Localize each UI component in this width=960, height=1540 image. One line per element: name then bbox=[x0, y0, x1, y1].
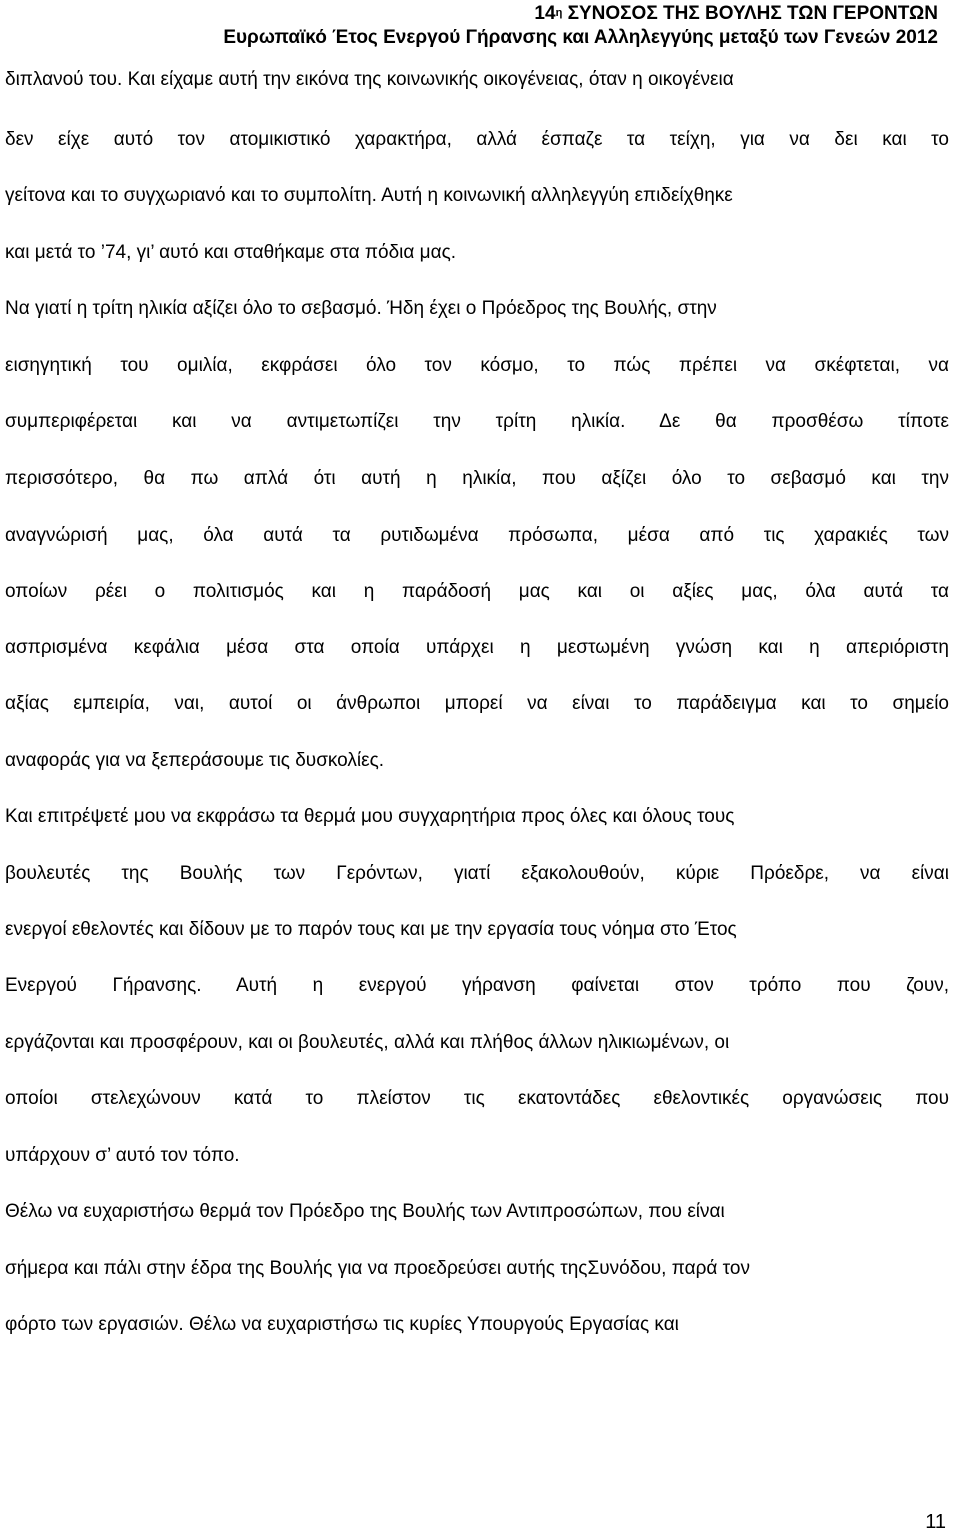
body-line: διπλανού του. Και είχαμε αυτή την εικόνα της κοινωνικής οικογένειας, όταν η οικογένεια bbox=[5, 69, 734, 90]
body-line: και μετά το ’74, γι’ αυτό και σταθήκαμε στα πόδια μας. bbox=[5, 242, 457, 263]
body-line: οποίων ρέει ο πολιτισμός και η παράδοσή μας και οι αξίες μας, όλα αυτά τα bbox=[5, 581, 949, 602]
header-title-number: 14 bbox=[534, 3, 556, 24]
body-line: Θέλω να ευχαριστήσω θερμά τον Πρόεδρο της Βουλής των Αντιπροσώπων, που είναι bbox=[5, 1201, 725, 1222]
header-title-rest: ΣΥΝΟΣΟΣ ΤΗΣ ΒΟΥΛΗΣ ΤΩΝ ΓΕΡΟΝΤΩΝ bbox=[562, 3, 938, 24]
body-line: γείτονα και το συγχωριανό και το συμπολίτη. Αυτή η κοινωνική αλληλεγγύη επιδείχθηκε bbox=[5, 185, 733, 206]
body-line: ενεργοί εθελοντές και δίδουν με το παρόν τους και με την εργασία τους νόημα στο Έτος bbox=[5, 919, 737, 940]
body-line: Ενεργού Γήρανσης. Αυτή η ενεργού γήρανση φαίνεται στον τρόπο που ζουν, bbox=[5, 975, 949, 996]
body-line: δεν είχε αυτό τον ατομικιστικό χαρακτήρα, αλλά έσπαζε τα τείχη, για να δει και το bbox=[5, 129, 949, 150]
body-line: οποίοι στελεχώνουν κατά το πλείστον τις εκατοντάδες εθελοντικές οργανώσεις που bbox=[5, 1088, 949, 1109]
body-line: εισηγητική του ομιλία, εκφράσει όλο τον κόσμο, το πώς πρέπει να σκέφτεται, να bbox=[5, 355, 949, 376]
body-line: ασπρισμένα κεφάλια μέσα στα οποία υπάρχει η μεστωμένη γνώση και η απεριόριστη bbox=[5, 637, 949, 658]
body-line: Να γιατί η τρίτη ηλικία αξίζει όλο το σεβασμό. Ήδη έχει ο Πρόεδρος της Βουλής, στην bbox=[5, 298, 717, 319]
header-title-superscript: η bbox=[555, 7, 563, 19]
body-line: αναφοράς για να ξεπεράσουμε τις δυσκολίες. bbox=[5, 750, 385, 771]
body-line: φόρτο των εργασιών. Θέλω να ευχαριστήσω τις κυρίες Υπουργούς Εργασίας και bbox=[5, 1314, 679, 1335]
page-number: 11 bbox=[925, 1511, 946, 1533]
body-line: περισσότερο, θα πω απλά ότι αυτή η ηλικία, που αξίζει όλο το σεβασμό και την bbox=[5, 468, 949, 489]
body-line: αναγνώρισή μας, όλα αυτά τα ρυτιδωμένα πρόσωπα, μέσα από τις χαρακιές των bbox=[5, 525, 949, 546]
body-line: βουλευτές της Βουλής των Γερόντων, γιατί εξακολουθούν, κύριε Πρόεδρε, να είναι bbox=[5, 863, 949, 884]
page-header bbox=[223, 2, 938, 50]
body-line: εργάζονται και προσφέρουν, και οι βουλευτές, αλλά και πλήθος άλλων ηλικιωμένων, οι bbox=[5, 1032, 730, 1053]
body-line: αξίας εμπειρία, ναι, αυτοί οι άνθρωποι μπορεί να είναι το παράδειγμα και το σημείο bbox=[5, 693, 949, 714]
body-line: Και επιτρέψετέ μου να εκφράσω τα θερμά μου συγχαρητήρια προς όλες και όλους τους bbox=[5, 806, 735, 827]
body-line: συμπεριφέρεται και να αντιμετωπίζει την τρίτη ηλικία. Δε θα προσθέσω τίποτε bbox=[5, 411, 949, 432]
body-line: υπάρχουν σ’ αυτό τον τόπο. bbox=[5, 1145, 240, 1166]
header-title bbox=[223, 2, 938, 26]
body-line: σήμερα και πάλι στην έδρα της Βουλής για να προεδρεύσει αυτής τηςΣυνόδου, παρά τον bbox=[5, 1258, 750, 1279]
header-subtitle: Ευρωπαϊκό Έτος Ενεργού Γήρανσης και Αλληλεγγύης μεταξύ των Γενεών 2012 bbox=[223, 27, 938, 48]
